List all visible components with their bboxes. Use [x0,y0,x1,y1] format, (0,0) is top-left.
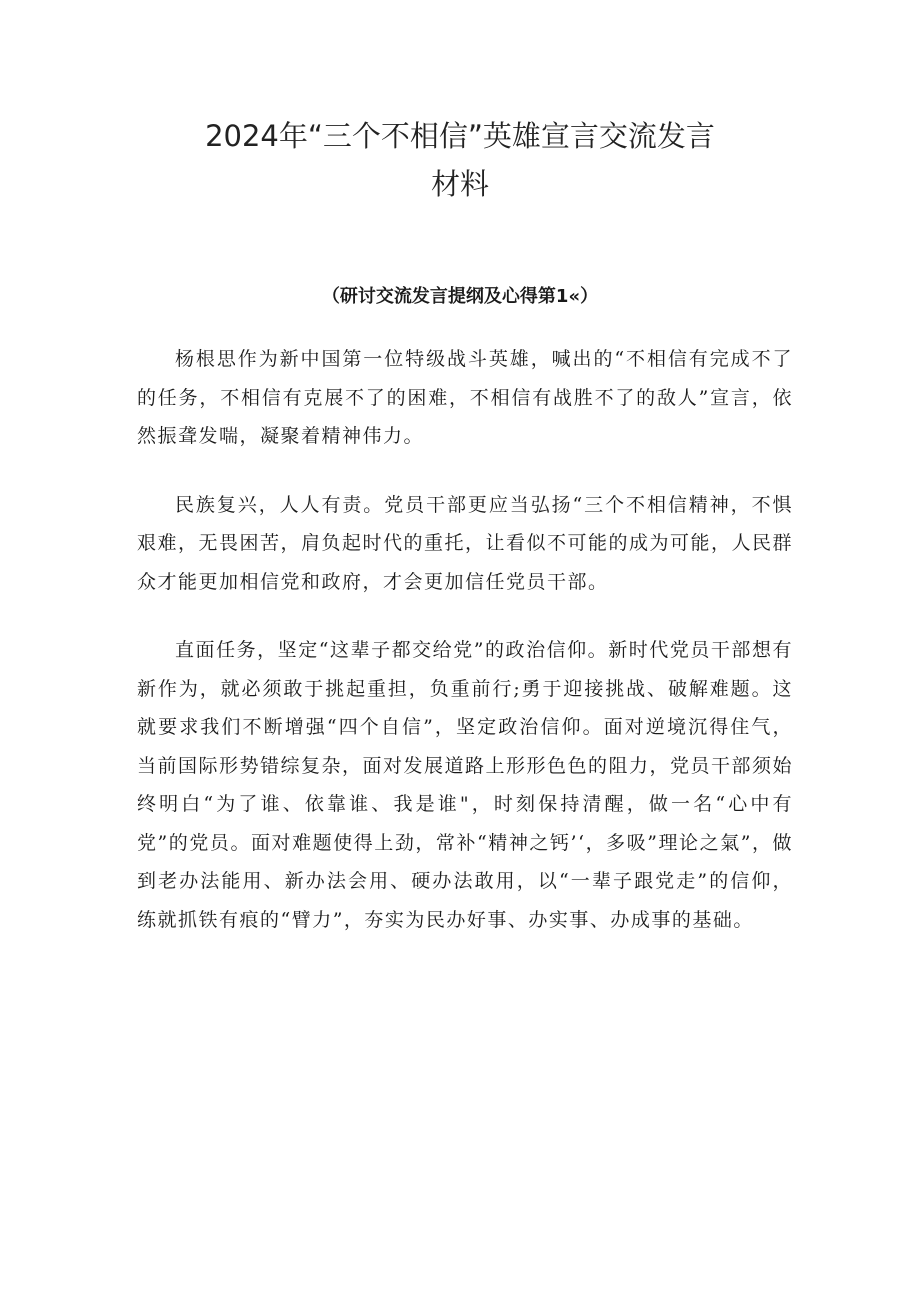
paragraph-1: 杨根思作为新中国第一位特级战斗英雄，喊出的“不相信有完成不了的任务，不相信有克展不了的困难，不相信有战胜不了的敌人”宣言，依然振聋发喘，凝聚着精神伟力。 [137,348,793,447]
title-line-2: 材料 [430,167,489,201]
paragraph-3: 直面任务，坚定“这辈子都交给党”的政治信仰。新时代党员干部想有新作为，就必须敢于挑起重担，负重前行;勇于迎接挑战、破解难题。这就要求我们不断增强“四个自信”，坚定政治信仰。面对逆境沉得住气，当前国际形势错综复杂，面对发展道路上形形色色的阻力，党员干部须始终明白“为了谁、依靠谁、我是谁"，时刻保持清醒，做一名“心中有党”的党员。面对难题使得上劲，常补“精神之钙’‘，多吸”理论之氣”，做到老办法能用、新办法会用、硬办法敢用，以“一辈子跟党走”的信仰，练就抓铁有痕的“臂力”，夯实为民办好事、办实事、办成事的基础。 [137,639,794,931]
paragraph-2: 民族复兴，人人有责。党员干部更应当弘扬“三个不相信精神，不惧艰难，无畏困苦，肩负起时代的重托，让看似不可能的成为可能，人民群众才能更加相信党和政府，才会更加信任党员干部。 [137,493,794,593]
document-body [137,340,793,969]
title-line-1: 2024年“三个不相信”英雄宣言交流发言 [205,119,715,153]
document-subtitle: （研讨交流发言提纲及心得第1«） [321,286,599,307]
document-title [130,112,790,208]
